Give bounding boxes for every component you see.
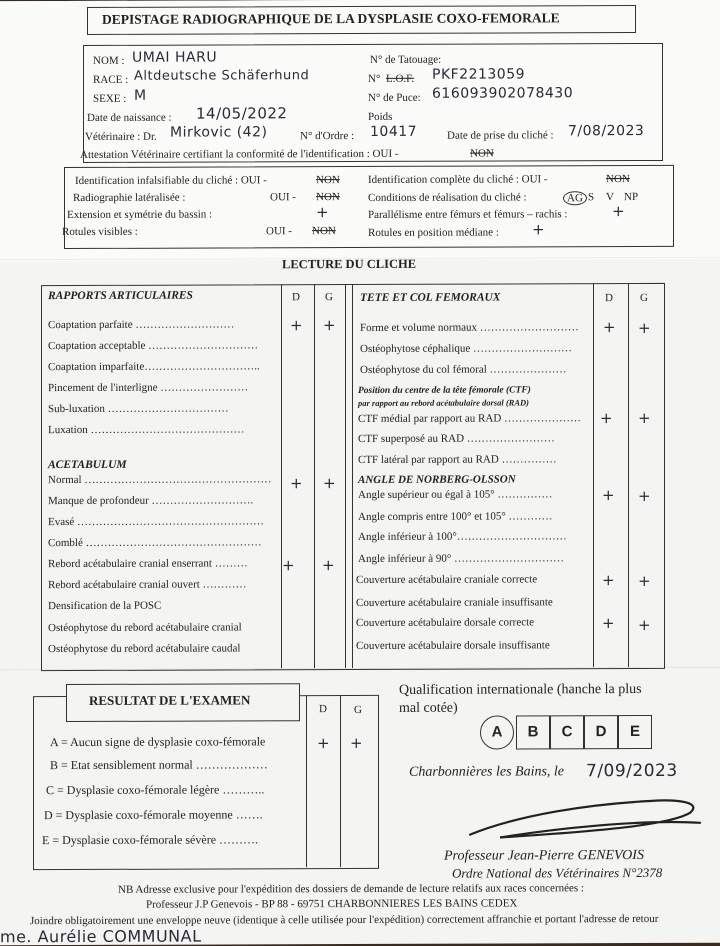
nom-label: NOM : <box>93 54 125 67</box>
mark-ctf-d: + <box>600 409 613 428</box>
norberg-row: Angle inférieur à 90° ………………………… <box>358 552 565 566</box>
parallelisme-mark: + <box>612 202 625 221</box>
mark-coaptation-g: + <box>323 316 336 335</box>
sexe-value: M <box>134 87 147 104</box>
conditions-label: Conditions de réalisation du cliché : <box>368 191 527 204</box>
signature-name: Professeur Jean-Pierre GENEVOIS <box>444 848 644 864</box>
norberg-title: ANGLE DE NORBERG-OLSSON <box>358 473 516 487</box>
footer-instructions: Joindre obligatoirement une enveloppe neuve (identique à celle utilisée pour l'expédition) correctement affranchie et portant l'adresse de retour <box>30 912 659 928</box>
lof-value: PKF2213059 <box>432 66 526 83</box>
ctf-title: Position du centre de la tête fémorale (CTF) <box>358 385 531 397</box>
signature-order: Ordre National des Vétérinaires N°2378 <box>452 864 663 881</box>
norberg-row: Couverture acétabulaire craniale insuffisante <box>356 596 553 610</box>
col-d-header: D <box>292 291 300 304</box>
norberg-row: Couverture acétabulaire dorsale correcte <box>356 616 535 630</box>
tete-title: TETE ET COL FEMORAUX <box>360 291 501 304</box>
race-value: Altdeutsche Schäferhund <box>134 68 310 84</box>
extension-mark: + <box>316 203 329 222</box>
rotules-label: Rotules visibles : <box>62 225 138 239</box>
col-g-header: G <box>640 291 648 305</box>
mark-ctf-g: + <box>638 408 651 428</box>
rapports-title: RAPPORTS ARTICULAIRES <box>48 289 193 303</box>
naissance-value: 14/05/2022 <box>196 104 288 123</box>
col-divider <box>352 284 353 668</box>
resultat-title: RESULTAT DE L'EXAMEN <box>89 692 251 708</box>
puce-label: N° de Puce: <box>368 91 421 104</box>
signature-scribble <box>440 789 710 850</box>
puce-value: 616093902078430 <box>432 85 574 102</box>
mark-dorsale-g: + <box>638 615 651 635</box>
rotules-mediane-mark: + <box>532 220 545 239</box>
col-divider <box>628 283 629 667</box>
rapport-row: Pincement de l'interligne …………………… <box>48 381 249 395</box>
lecture-title: LECTURE DU CLICHE <box>282 256 417 272</box>
grade-e: E <box>618 715 652 749</box>
col-g-header: G <box>354 703 362 717</box>
col-divider <box>314 284 315 668</box>
mark-angle-d: + <box>602 486 615 505</box>
acetabulum-row: Rebord acétabulaire cranial enserrant ……… <box>48 557 248 571</box>
qualification-label: Qualification internationale (hanche la plus <box>399 682 642 698</box>
condition-v: V <box>606 191 614 204</box>
mark-normal-d: + <box>290 474 303 493</box>
rapport-row: Coaptation acceptable ………………………… <box>48 339 259 353</box>
col-g-header: G <box>325 291 333 304</box>
attestation-non: NON <box>470 147 494 160</box>
radiographie-non: NON <box>316 191 340 204</box>
nom-value: UMAI HARU <box>132 49 218 66</box>
acetabulum-row: Rebord acétabulaire cranial ouvert ………… <box>48 578 247 592</box>
norberg-row: Angle compris entre 100° et 105° ………… <box>358 510 553 524</box>
rotules-non: NON <box>312 225 336 238</box>
qualification-label: mal cotée) <box>399 700 458 716</box>
mark-forme-d: + <box>603 318 616 337</box>
radiographie-label: Radiographie latéralisée : <box>73 191 186 205</box>
race-label: RACE : <box>93 73 129 86</box>
resultat-row: D = Dysplasie coxo-fémorale moyenne ……. <box>44 807 263 823</box>
condition-s: S <box>588 191 595 204</box>
mark-angle-g: + <box>638 486 651 506</box>
attestation-label: Attestation Vétérinaire certifiant la conformité de l'identification : OUI - <box>80 147 399 161</box>
col-divider <box>306 695 307 867</box>
resultat-row: E = Dysplasie coxo-fémorale sévère ………. <box>42 832 259 848</box>
col-d-header: D <box>605 292 613 305</box>
grade-a-selected: A <box>480 715 514 749</box>
poids-label: Poids <box>368 110 393 123</box>
rotules-oui: OUI - <box>266 225 292 238</box>
grade-b: B <box>516 715 550 749</box>
prise-label: Date de prise du cliché : <box>447 129 554 142</box>
resultat-row: C = Dysplasie coxo-fémorale légère ……….. <box>46 782 265 798</box>
lof-prefix: N° <box>368 72 381 85</box>
ordre-label: N° d'Ordre : <box>300 130 355 143</box>
ctf-subtitle: par rapport au rebord acétabulaire dorsal (RAD) <box>358 397 529 409</box>
naissance-label: Date de naissance : <box>87 111 172 124</box>
rapport-row: Coaptation imparfaite………………………….. <box>48 360 260 374</box>
col-d-header: D <box>319 703 327 716</box>
footer-note: NB Adresse exclusive pour l'expédition des dossiers de demande de lecture relatifs aux races concernées : <box>118 882 584 896</box>
veterinaire-label: Vétérinaire : Dr. <box>85 130 157 143</box>
rotules-mediane-label: Rotules en position médiane : <box>368 226 499 239</box>
ident-complete-label: Identification complète du cliché : OUI - <box>368 173 548 186</box>
col-divider <box>281 284 282 668</box>
tete-row: Ostéophytose du col fémoral ………………… <box>360 363 567 376</box>
mark-resultat-g: + <box>350 733 363 753</box>
ctf-row: CTF latéral par rapport au RAD …………… <box>358 453 557 467</box>
lof-label: L.O.F. <box>386 72 415 85</box>
mark-cranial-d: + <box>602 571 615 590</box>
ident-infalsifiable-non: NON <box>316 174 340 187</box>
condition-ag-circled: AG <box>563 191 587 205</box>
sexe-label: SEXE : <box>93 92 127 105</box>
grade-c: C <box>550 715 584 749</box>
veterinaire-value: Mirkovic (42) <box>170 124 268 141</box>
rapport-row: Luxation …………………………………… <box>48 423 245 437</box>
rapport-row: Coaptation parfaite ……………………… <box>48 318 235 332</box>
ordre-value: 10417 <box>370 123 418 140</box>
mark-enserrant-d: + <box>282 556 295 575</box>
mark-normal-g: + <box>323 474 336 493</box>
tete-row: Forme et volume normaux ……………………… <box>360 321 579 334</box>
acetabulum-row: Evasé …………………………………………… <box>48 515 265 529</box>
col-divider <box>593 283 594 667</box>
norberg-row: Angle supérieur ou égal à 105° …………… <box>358 488 553 502</box>
ctf-row: CTF médial par rapport au RAD ………………… <box>358 412 582 426</box>
resultat-row: B = Etat sensiblement normal ……………… <box>50 757 268 773</box>
acetabulum-row: Normal …………………………………………… <box>48 473 272 487</box>
footer-address: Professeur J.P Genevois - BP 88 - 69751 CHARBONNIERES LES BAINS CEDEX <box>146 897 518 911</box>
mark-cranial-g: + <box>638 571 651 591</box>
mark-coaptation-d: + <box>290 316 303 335</box>
acetabulum-title: ACETABULUM <box>48 458 127 472</box>
prise-value: 7/08/2023 <box>568 123 645 140</box>
acetabulum-row: Manque de profondeur ………………………. <box>48 494 254 508</box>
parallelisme-label: Parallélisme entre fémurs et fémurs – rachis : <box>368 208 568 221</box>
tatouage-label: N° de Tatouage: <box>370 53 442 66</box>
col-divider <box>340 695 341 867</box>
rapport-row: Sub-luxation …………………………… <box>48 402 229 416</box>
norberg-row: Couverture acétabulaire craniale correcte <box>356 573 538 587</box>
condition-np: NP <box>624 191 639 204</box>
footer-handwritten: me. Aurélie COMMUNAL <box>0 926 202 946</box>
col-divider <box>345 284 346 668</box>
ctf-row: CTF superposé au RAD …………………… <box>358 432 555 446</box>
mark-enserrant-g: + <box>322 556 335 575</box>
mark-dorsale-d: + <box>602 614 615 633</box>
signature-place: Charbonnières les Bains, le <box>409 764 565 780</box>
norberg-row: Angle inférieur à 100°………………………… <box>358 530 567 544</box>
grade-d: D <box>584 715 618 749</box>
norberg-row: Couverture acétabulaire dorsale insuffisante <box>356 639 550 653</box>
resultat-row: A = Aucun signe de dysplasie coxo-fémorale <box>50 734 266 750</box>
tete-row: Ostéophytose céphalique ……………………… <box>360 342 573 355</box>
acetabulum-row: Comblé ………………………………………… <box>48 536 262 550</box>
ident-complete-non: NON <box>606 173 630 186</box>
page-title: DEPISTAGE RADIOGRAPHIQUE DE LA DYSPLASIE COXO-FEMORALE <box>102 10 560 27</box>
signature-date: 7/09/2023 <box>586 760 678 782</box>
acetabulum-row: Ostéophytose du rebord acétabulaire caudal <box>48 642 241 656</box>
acetabulum-row: Ostéophytose du rebord acétabulaire cranial <box>48 621 242 635</box>
acetabulum-row: Densification de la POSC <box>48 599 162 613</box>
ident-infalsifiable-label: Identification infalsifiable du cliché : OUI - <box>75 174 267 187</box>
radiographie-oui: OUI - <box>270 191 296 204</box>
mark-resultat-d: + <box>317 734 330 753</box>
mark-forme-g: + <box>638 318 651 338</box>
extension-label: Extension et symétrie du bassin : <box>67 208 213 222</box>
